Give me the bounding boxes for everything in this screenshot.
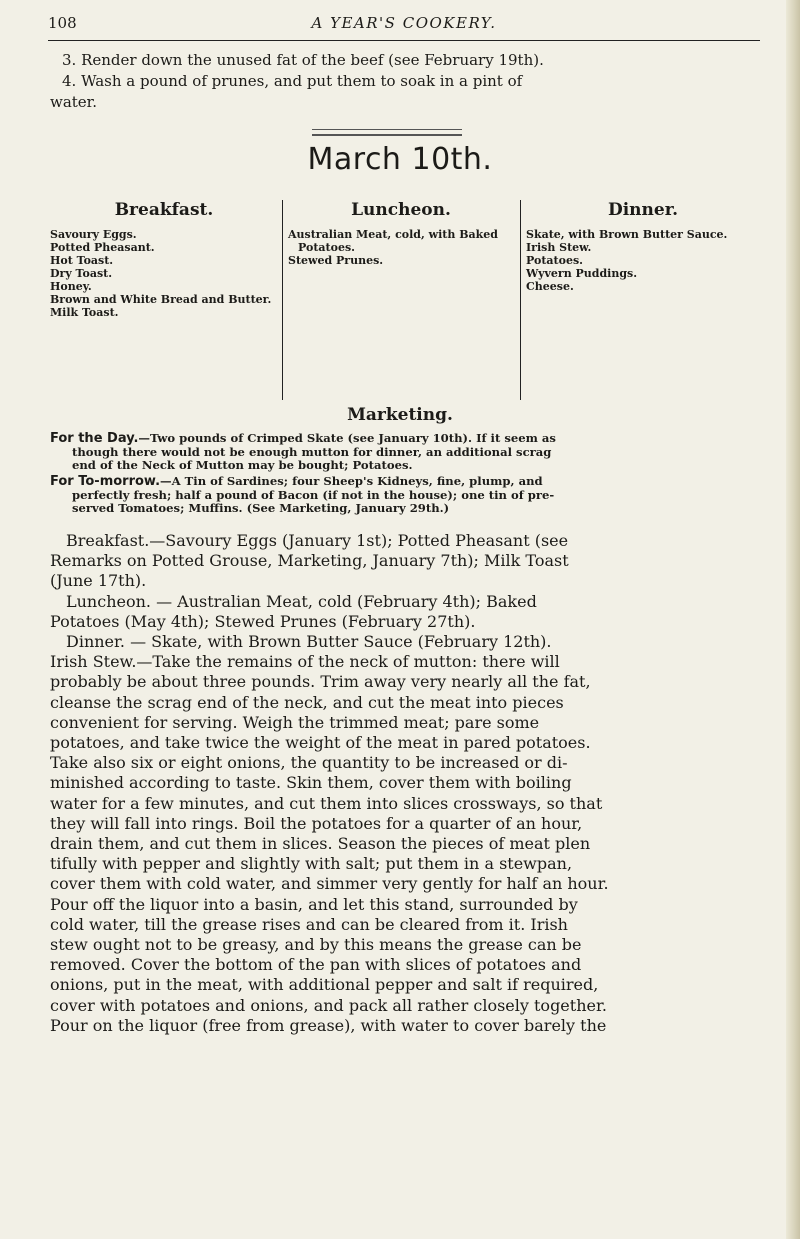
body-line: Remarks on Potted Grouse, Marketing, January 7th); Milk Toast — [50, 551, 569, 571]
column-divider — [282, 200, 283, 400]
header-rule — [48, 40, 760, 41]
list-item: Brown and White Bread and Butter. — [50, 293, 272, 306]
marketing-tomorrow-label: For To-morrow. — [50, 474, 161, 489]
dinner-column — [526, 198, 760, 402]
body-line: cover with potatoes and onions, and pack all rather closely together. — [50, 995, 607, 1015]
body-line: Luncheon. — Australian Meat, cold (February 4th); Baked — [66, 591, 537, 611]
list-item: Stewed Prunes. — [288, 254, 384, 267]
decorative-rule — [312, 129, 462, 136]
list-item: Milk Toast. — [50, 306, 119, 319]
body-line: cover them with cold water, and simmer very gently for half an hour. — [50, 874, 609, 894]
list-item: Skate, with Brown Butter Sauce. — [526, 228, 728, 241]
body-line: stew ought not to be greasy, and by this means the grease can be — [50, 935, 582, 955]
list-item: Australian Meat, cold, with Baked Potatoes. — [288, 228, 498, 254]
body-line: Pour off the liquor into a basin, and let this stand, surrounded by — [50, 894, 578, 914]
body-line: convenient for serving. Weigh the trimmed meat; pare some — [50, 712, 540, 732]
body-line: removed. Cover the bottom of the pan with slices of potatoes and — [50, 955, 582, 975]
marketing-tomorrow-line: —A Tin of Sardines; four Sheep's Kidneys, fine, plump, and — [160, 474, 543, 488]
running-header — [48, 14, 760, 34]
body-line: Pour on the liquor (free from grease), with water to cover barely the — [50, 1015, 607, 1035]
list-item: Irish Stew. — [526, 241, 592, 254]
column-divider — [520, 200, 521, 400]
dinner-heading: Dinner. — [607, 200, 679, 220]
date-heading: March 10th. — [307, 142, 493, 177]
breakfast-heading: Breakfast. — [114, 200, 214, 220]
marketing-today — [50, 432, 762, 473]
body-line: cold water, till the grease rises and can be cleared from it. Irish — [50, 914, 568, 934]
body-line: Irish Stew.—Take the remains of the neck of mutton: there will — [50, 652, 560, 672]
dinner-list — [526, 228, 760, 293]
list-item: Wyvern Puddings. — [526, 267, 638, 280]
body-line: onions, put in the meat, with additional pepper and salt if required, — [50, 975, 599, 995]
body-line: minished according to taste. Skin them, cover them with boiling — [50, 773, 572, 793]
body-line: they will fall into rings. Boil the potatoes for a quarter of an hour, — [50, 813, 583, 833]
body-line: Dinner. — Skate, with Brown Butter Sauce (February 12th). — [66, 632, 552, 652]
body-line: tifully with pepper and slightly with salt; put them in a stewpan, — [50, 854, 573, 874]
breakfast-column — [50, 198, 278, 402]
list-item: Hot Toast. — [50, 254, 114, 267]
list-item: Savoury Eggs. — [50, 228, 137, 241]
marketing-today-line: though there would not be enough mutton for dinner, an additional scrag — [72, 444, 552, 459]
marketing-tomorrow-line: served Tomatoes; Muffins. (See Marketing, January 29th.) — [72, 501, 450, 515]
intro-item-4-cont: water. — [50, 93, 97, 111]
luncheon-heading: Luncheon. — [351, 200, 451, 220]
body-line: Potatoes (May 4th); Stewed Prunes (February 27th). — [50, 611, 476, 631]
menu-table — [50, 198, 760, 402]
body-line: Take also six or eight onions, the quantity to be increased or di- — [50, 753, 568, 773]
list-item: Potatoes. — [526, 254, 583, 267]
marketing-tomorrow — [50, 475, 762, 516]
luncheon-column — [288, 198, 514, 402]
body-line: cleanse the scrag end of the neck, and cut the meat into pieces — [50, 692, 564, 712]
marketing-tomorrow-line: perfectly fresh; half a pound of Bacon (if not in the house); one tin of pre- — [72, 487, 555, 502]
intro-item-3: 3. Render down the unused fat of the beef (see February 19th). — [62, 51, 544, 69]
body-line: probably be about three pounds. Trim away very nearly all the fat, — [50, 672, 591, 692]
body-line: potatoes, and take twice the weight of the meat in pared potatoes. — [50, 733, 591, 753]
page-number: 108 — [48, 14, 77, 32]
body-line: water for a few minutes, and cut them into slices crossways, so that — [50, 793, 603, 813]
body-line: (June 17th). — [50, 571, 147, 591]
recipe-body — [50, 531, 762, 1036]
luncheon-list — [288, 228, 514, 267]
marketing-heading: Marketing. — [347, 405, 453, 425]
marketing-today-line: —Two pounds of Crimped Skate (see January 10th). If it seem as — [138, 431, 556, 445]
running-title: A YEAR'S COOKERY. — [311, 14, 497, 32]
list-item: Dry Toast. — [50, 267, 113, 280]
marketing-today-label: For the Day. — [50, 431, 139, 446]
list-item: Potted Pheasant. — [50, 241, 155, 254]
page-edge — [786, 0, 800, 1239]
body-line: drain them, and cut them in slices. Season the pieces of meat plen — [50, 834, 591, 854]
body-line: Breakfast.—Savoury Eggs (January 1st); Potted Pheasant (see — [66, 531, 569, 550]
breakfast-list — [50, 228, 278, 319]
list-item: Cheese. — [526, 280, 574, 293]
intro-item-4: 4. Wash a pound of prunes, and put them to soak in a pint of — [62, 72, 523, 90]
marketing-today-line: end of the Neck of Mutton may be bought; Potatoes. — [72, 458, 413, 472]
list-item: Honey. — [50, 280, 92, 293]
